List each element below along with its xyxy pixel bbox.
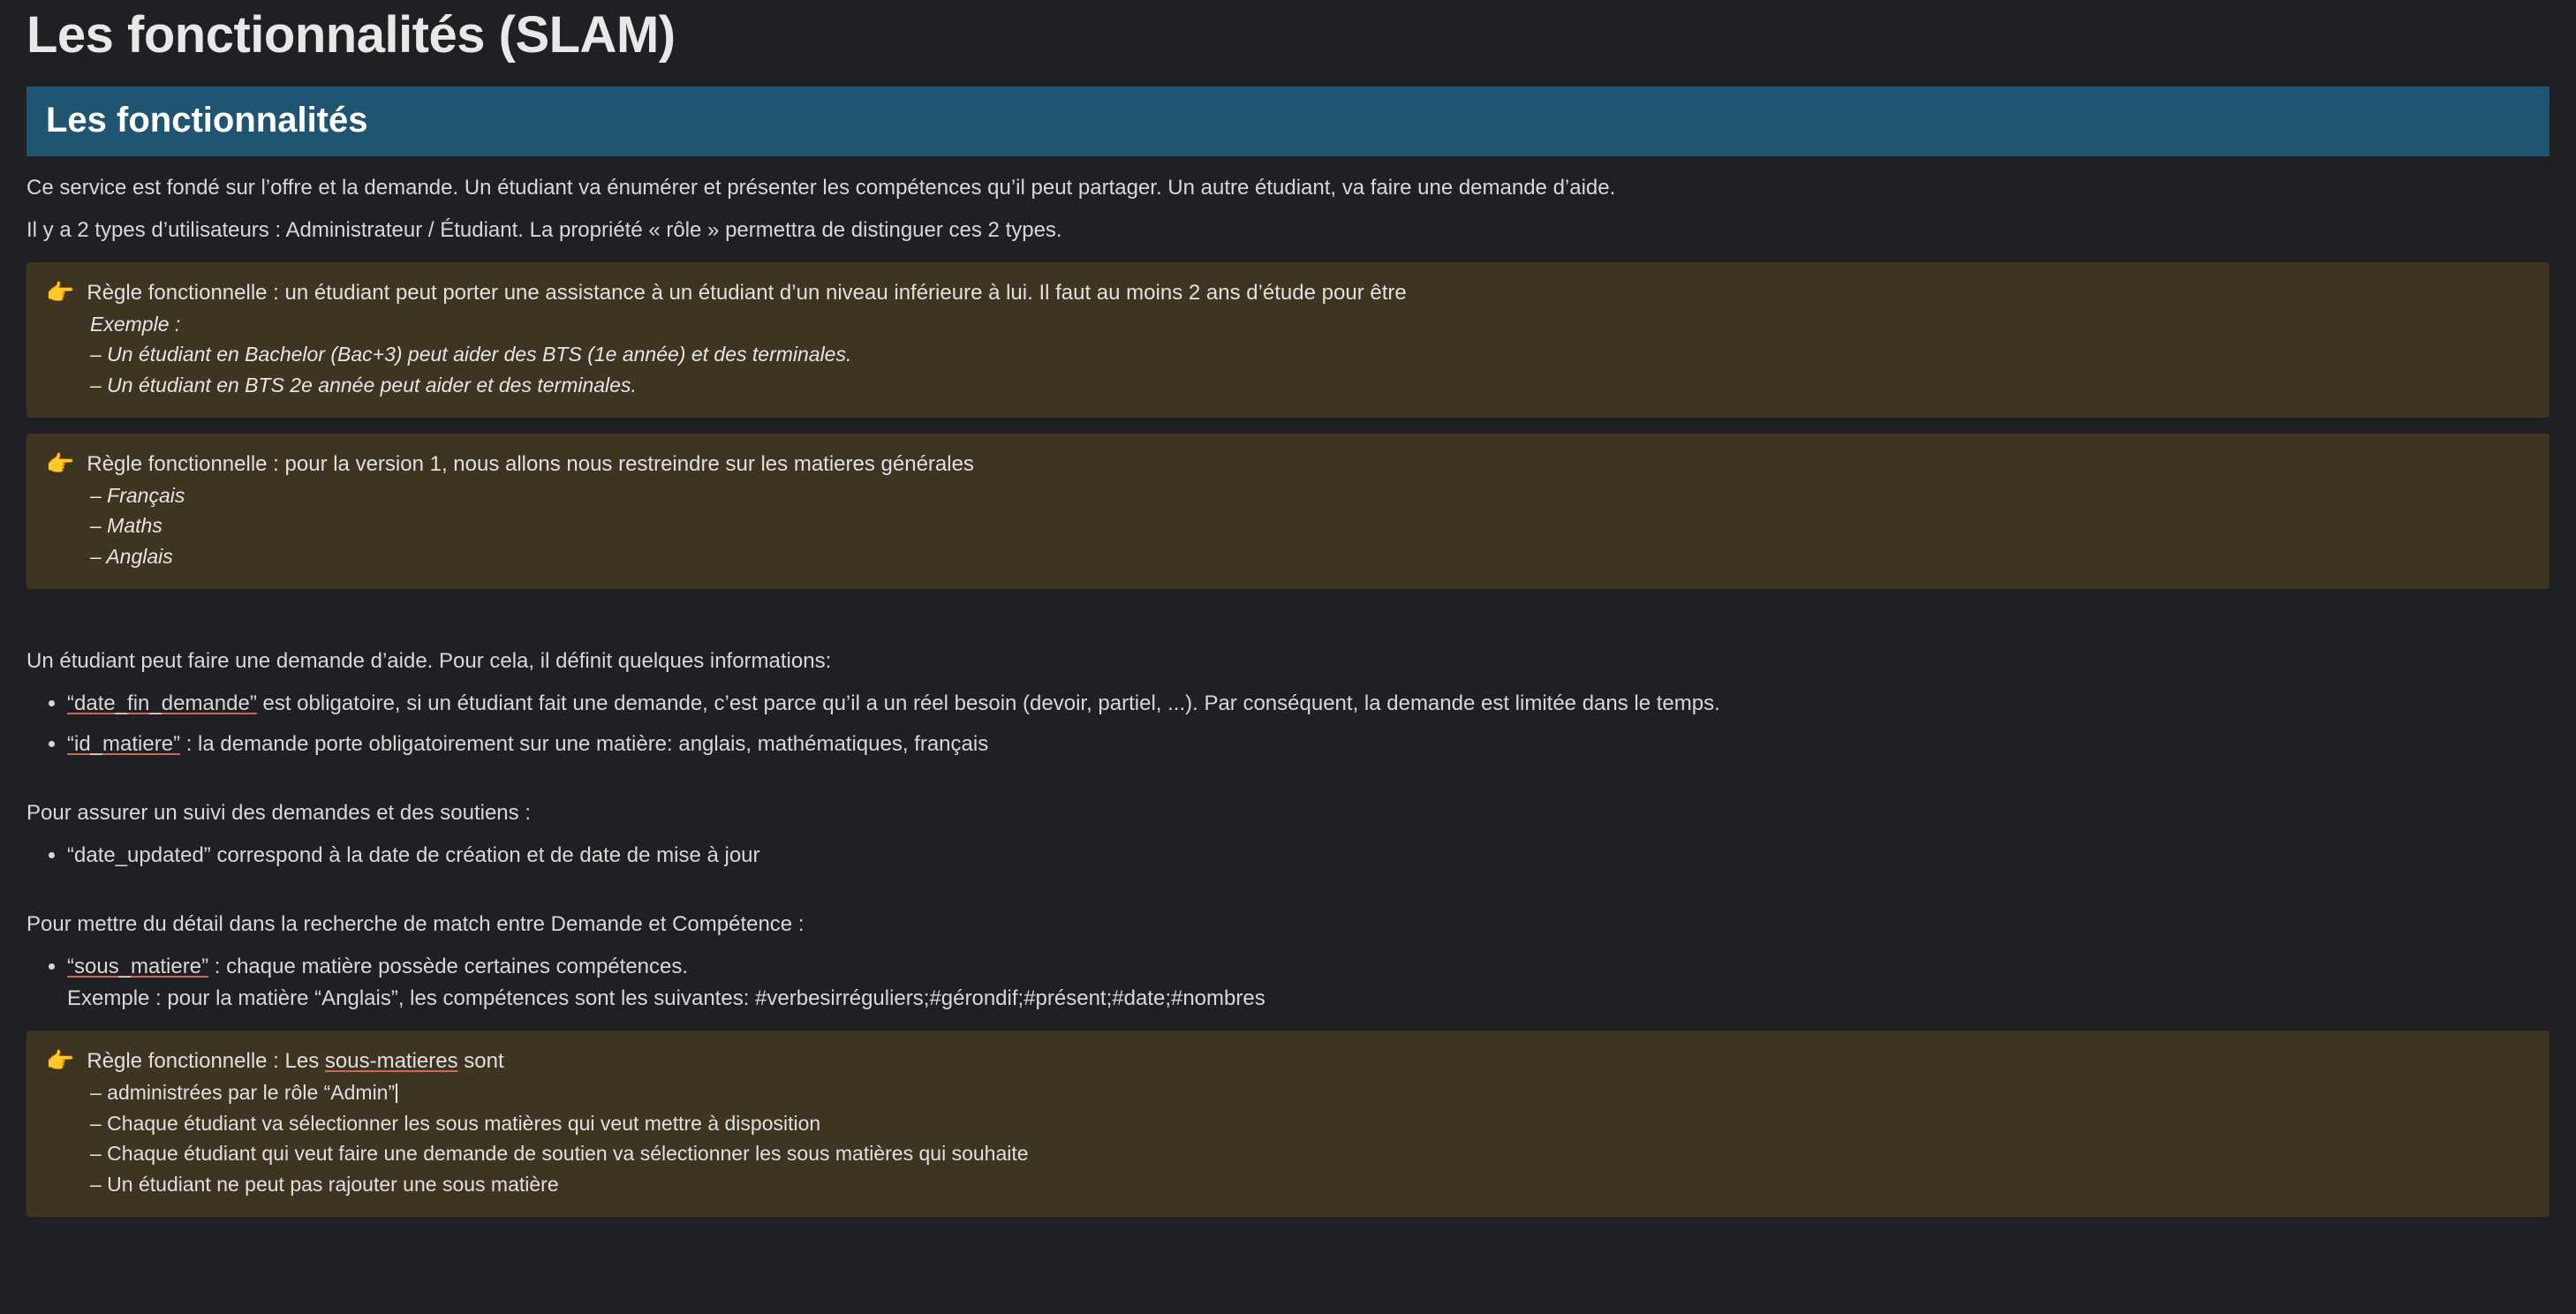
callout-rule-3-head-row: [46, 1046, 2530, 1077]
demande-bullet-list: [26, 688, 2550, 760]
callout-rule-3-line-4: – Un étudiant ne peut pas rajouter une sous matière: [90, 1172, 559, 1196]
spacer: [26, 605, 2550, 635]
callout-rule-2-item-3: – Anglais: [90, 544, 173, 568]
demande-lead-paragraph: Un étudiant peut faire une demande d’aide. Pour cela, il définit quelques informations:: [26, 649, 832, 674]
match-bullet-1-example: Exemple : pour la matière “Anglais”, les compétences sont les suivantes: #verbesirréguliers;#gérondif;#présent;#date;#nombres: [67, 986, 1265, 1011]
callout-rule-3-line-3: – Chaque étudiant qui veut faire une demande de soutien va sélectionner les sous matières qui souhaite: [90, 1142, 1029, 1166]
list-item: [67, 729, 2550, 760]
demande-bullet-2-text: : la demande porte obligatoirement sur une matière: anglais, mathématiques, français: [180, 732, 989, 757]
callout-rule-3-line-1: [90, 1077, 2530, 1108]
callout-rule-2-head-row: [46, 449, 2530, 480]
intro-paragraph-2: Il y a 2 types d’utilisateurs : Administrateur / Étudiant. La propriété « rôle » permettra de distinguer ces 2 types.: [26, 217, 1062, 242]
callout-rule-2-head-text: Règle fonctionnelle : pour la version 1, nous allons nous restreindre sur les matieres générales: [87, 452, 974, 477]
intro-paragraph-1: Ce service est fondé sur l’offre et la demande. Un étudiant va énumérer et présenter les compétences qu’il peut partager. Un autre étudiant, va faire une demande d’aide.: [26, 175, 1616, 200]
match-bullet-1-text: : chaque matière possède certaines compétences.: [208, 955, 689, 979]
suivi-bullet-list: [26, 840, 2550, 872]
callout-rule-1-example-line-2: – Un étudiant en BTS 2e année peut aider et des terminales.: [90, 373, 637, 396]
callout-rule-1-head-row: [46, 278, 2530, 309]
document-page: [0, 7, 2576, 1217]
demande-bullet-1-text: est obligatoire, si un étudiant fait une demande, c’est parce qu’il a un réel besoin (devoir, partiel, ...). Par conséquent, la demande est limitée dans le temps.: [256, 691, 1720, 716]
page-title: Les fonctionnalités (SLAM): [26, 6, 676, 64]
callout-rule-1: [26, 262, 2550, 418]
code-date-fin-demande: “date_fin_demande”: [67, 691, 257, 716]
callout-rule-3-line-1-text: – administrées par le rôle “Admin”: [90, 1081, 396, 1105]
suivi-lead-paragraph: Pour assurer un suivi des demandes et des soutiens :: [26, 801, 531, 826]
callout-rule-2-item-2: – Maths: [90, 514, 162, 538]
callout-rule-1-example-label: Exemple :: [90, 312, 181, 336]
code-sous-matieres: sous-matieres: [324, 1049, 458, 1074]
code-sous-matiere: “sous_matiere”: [67, 955, 209, 979]
callout-rule-1-head-text: Règle fonctionnelle : un étudiant peut porter une assistance à un étudiant d’un niveau inférieure à lui. Il faut au moins 2 ans d’étude pour être: [87, 280, 1407, 305]
suivi-bullet-1-text: “date_updated” correspond à la date de création et de date de mise à jour: [67, 843, 760, 868]
code-id-matiere: “id_matiere”: [67, 732, 181, 757]
callout-rule-2: [26, 434, 2550, 589]
match-bullet-list: [26, 951, 2550, 1015]
list-item: [67, 840, 2550, 872]
text-cursor: [396, 1084, 397, 1103]
callout-rule-3-head-text: [87, 1046, 503, 1077]
callout-rule-1-example-line-1: – Un étudiant en Bachelor (Bac+3) peut aider des BTS (1e année) et des terminales.: [90, 343, 852, 366]
list-item: [67, 688, 2550, 720]
list-item: [67, 951, 2550, 1015]
callout-rule-3: [26, 1031, 2550, 1217]
spacer: [26, 882, 2550, 898]
callout-rule-3-head-before: Règle fonctionnelle : Les: [87, 1049, 325, 1074]
spacer: [26, 771, 2550, 787]
pointing-hand-icon: 👉: [46, 278, 75, 306]
callout-rule-3-head-after: sont: [457, 1049, 504, 1074]
callout-rule-2-item-1: – Français: [90, 483, 185, 507]
pointing-hand-icon: 👉: [46, 1047, 75, 1075]
pointing-hand-icon: 👉: [46, 450, 75, 478]
section-heading-banner: Les fonctionnalités: [26, 87, 2550, 156]
match-lead-paragraph: Pour mettre du détail dans la recherche de match entre Demande et Compétence :: [26, 912, 805, 937]
callout-rule-3-line-2: – Chaque étudiant va sélectionner les sous matières qui veut mettre à disposition: [90, 1111, 821, 1135]
